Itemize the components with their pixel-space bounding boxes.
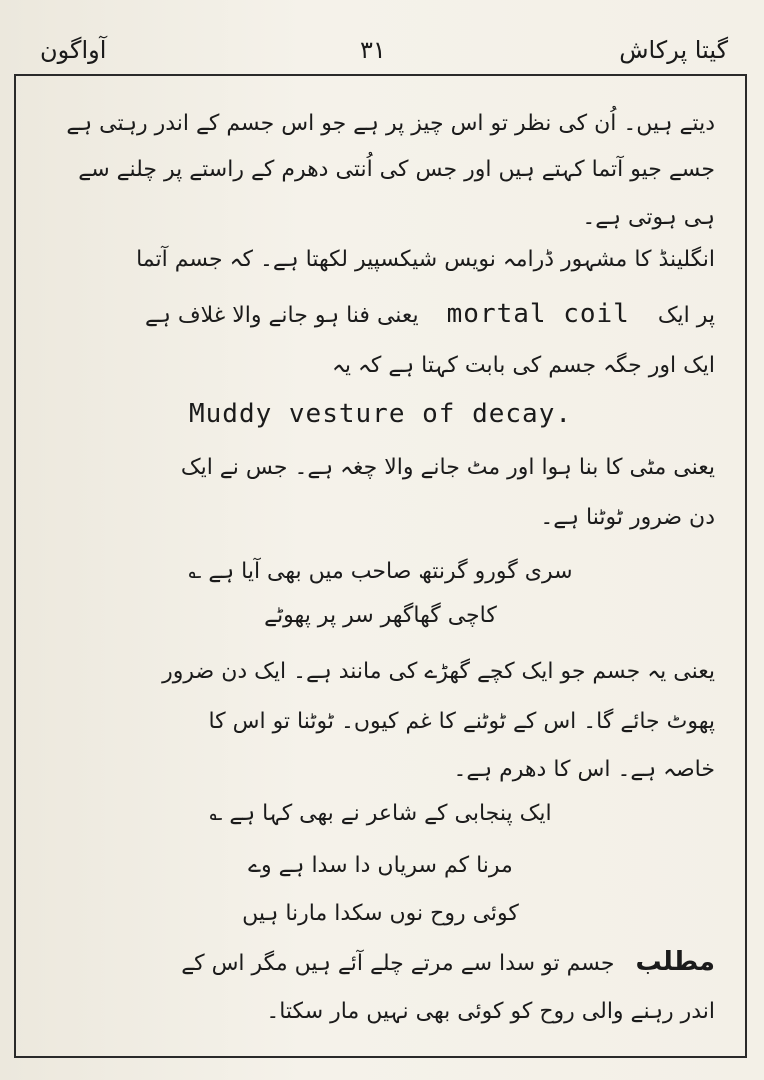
text-line: جسے جیو آتما کہتے ہیں اور جس کی اُنتی دھرم کے راستے پر چلنے سے [78,157,715,182]
verse-line: سری گورو گرنتھ صاحب میں بھی آیا ہے ؎ [188,559,573,584]
text-line: ایک اور جگہ جسم کی بابت کہتا ہے کہ یہ [332,353,715,378]
text-line: اندر رہنے والی روح کو کوئی بھی نہیں مار سکتا۔ [266,999,715,1024]
matlab-text: جسم تو سدا سے مرتے چلے آئے ہیں مگر اس کے [181,951,615,976]
text-frame [14,74,747,1058]
mortal-coil-line [46,294,715,336]
chapter-title: آواگون [40,36,107,64]
text-line: انگلینڈ کا مشہور ڈرامہ نویس شیکسپیر لکھتا ہے۔ کہ جسم آتما [136,247,715,272]
book-title: گیتا پرکاش [619,36,728,64]
verse-line: مرنا کم سریاں دا سدا ہے وے [248,853,513,878]
matlab-label: مطلب [635,947,715,977]
text-line: دن ضرور ٹوٹنا ہے۔ [540,505,715,530]
text-line: دیتے ہیں۔ اُن کی نظر تو اس چیز پر ہے جو اس جسم کے اندر رہتی ہے [66,111,715,136]
mortal-line-urdu-after: یعنی فنا ہو جانے والا غلاف ہے [145,303,419,328]
text-line: یعنی یہ جسم جو ایک کچے گھڑے کی مانند ہے۔ ایک دن ضرور [162,659,715,684]
page-header [0,30,764,74]
text-line: ہی ہوتی ہے۔ [582,205,715,230]
verse-line: کوئی روح نوں سکدا مارنا ہیں [242,901,519,926]
mortal-coil-english: mortal coil [446,299,630,329]
page-number: ۳۱ [360,36,386,64]
mortal-line-urdu-before: پر ایک [657,303,715,328]
muddy-vesture-quote: Muddy vesture of decay. [188,399,573,429]
text-line: خاصہ ہے۔ اس کا دھرم ہے۔ [453,757,715,782]
text-line: پھوٹ جائے گا۔ اس کے ٹوٹنے کا غم کیوں۔ ٹوٹنا تو اس کا [208,709,715,734]
verse-intro-line: ایک پنجابی کے شاعر نے بھی کہا ہے ؎ [209,801,552,826]
verse-line: کاچی گھاگھر سر پر پھوٹے [264,603,497,628]
text-line: یعنی مٹی کا بنا ہوا اور مٹ جانے والا چغہ ہے۔ جس نے ایک [180,455,715,480]
matlab-line [46,942,715,984]
